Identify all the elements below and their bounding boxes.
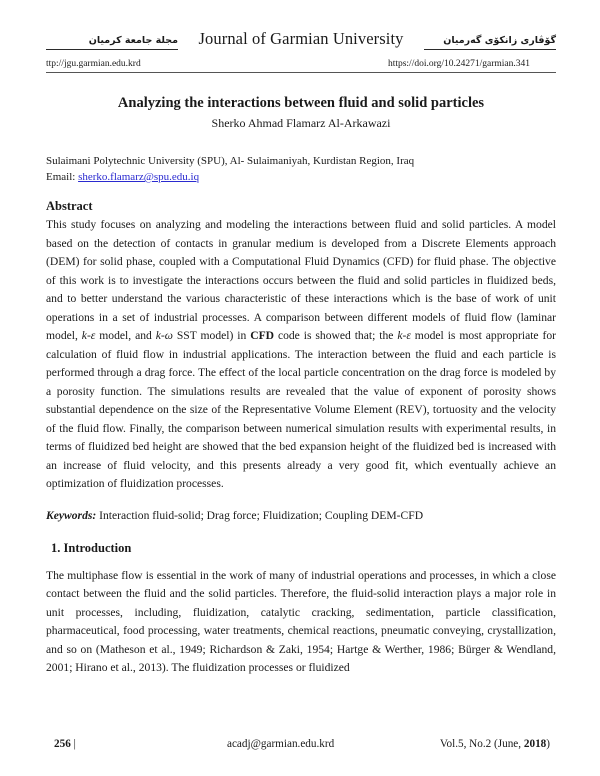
journal-website-link[interactable]: ttp://jgu.garmian.edu.krd (46, 59, 141, 69)
page-number-bar: | (73, 738, 76, 750)
doi-link[interactable]: https://doi.org/10.24271/garmian.341 (387, 59, 530, 69)
email-line (46, 169, 556, 185)
introduction-paragraph: The multiphase flow is essential in the work of many of industrial operations and processes, in which a close contact between the fluid and the solid particles. Therefore, the fluid-solid interaction plays a major role in unit processes, including, fluidization, catalytic cracking, sedimentation, particle classification, pharmaceutical, food processing, water treatments, chemical reactions, pneumatic conveying, crystallization, and so on (Matheson et al., 1949; Richardson & Zaki, 1954; Hartge & Werther, 1986; Bürger & Wendland, 2001; Hirano et al., 2013). The fluidization processes or fluidized (46, 568, 556, 674)
introduction-heading: 1. Introduction (51, 540, 132, 555)
abstract-text-part-2: model, and (95, 329, 156, 342)
author-email-link[interactable]: sherko.flamarz@spu.edu.iq (78, 171, 200, 183)
volume-suffix: ) (546, 738, 550, 750)
page-footer (46, 738, 556, 750)
page-number-value: 256 (54, 738, 71, 750)
k-omega-symbol: k-ω (155, 329, 173, 342)
affiliation-block (46, 153, 556, 185)
author-name: Sherko Ahmad Flamarz Al-Arkawazi (211, 116, 391, 130)
footer-volume-info (383, 738, 556, 750)
masthead-kurdish-title: گۆڤاری زانکۆی گەرمیان (424, 34, 556, 50)
affiliation-text: Sulaimani Polytechnic University (SPU), Al- Sulaimaniyah, Kurdistan Region, Iraq (46, 155, 415, 167)
page-title: Analyzing the interactions between fluid and solid particles (117, 95, 485, 111)
masthead-arabic-title: مجلة جامعة كرميان (46, 34, 178, 50)
keywords-value: Interaction fluid-solid; Drag force; Fluidization; Coupling DEM-CFD (96, 508, 424, 522)
footer-email[interactable]: acadj@garmian.edu.krd (226, 738, 335, 750)
volume-prefix: Vol.5, No.2 (June, (439, 738, 524, 750)
journal-links-row (46, 59, 556, 73)
journal-name: Journal of Garmian University (198, 29, 404, 48)
abstract-text-part-3: SST model) in (172, 329, 251, 342)
keywords-label: Keywords: (46, 508, 97, 522)
email-label: Email: (46, 171, 76, 183)
k-epsilon-symbol-2: k-ε (397, 329, 411, 342)
abstract-text-part-4: code is showed that; the (274, 329, 398, 342)
footer-page-number (46, 738, 179, 750)
cfd-bold-term: CFD (250, 329, 275, 342)
abstract-text-part-1: This study focuses on analyzing and modeling the interactions between fluid and solid particles. A model based on the detection of contacts in granular medium is developed from a Discrete Elements approach (DEM) for solid phase, coupled with a Computational Fluid Dynamics (CFD) for fluid phase. The objective of this work is to investigate the interactions occurs between the fluid and solid particles in fluidized beds, and to better understand the various characteristic of these interactions which is the base of work of unit operations in a set of industrial processes. A comparison between different models of fluid flow (laminar model, (46, 218, 556, 342)
journal-masthead (46, 24, 556, 50)
abstract-text-part-5: model is most appropriate for calculation of fluid flow in industrial applications. The interaction between the fluid and each particle is performed through a drag force. The effect of the local particle concentration on the drag force is modeled by a porosity function. The simulations results are revealed that the value of exponent of porosity shows substantial dependence on the size of the Representative Volume Element (REV), tortuosity and the velocity of the fluid flow. Finally, the comparison between numerical simulation results with experimental results, in terms of fluidized bed height are showed that the bed expansion height of the fluidized bed is increased with an increase of fluid velocity, and this presents already a very good fit, which eventually achieve an optimization of fluidization processes. (46, 329, 557, 490)
volume-year: 2018 (523, 738, 547, 750)
abstract-heading: Abstract (46, 199, 93, 213)
k-epsilon-symbol-1: k-ε (81, 329, 96, 342)
keywords-line (46, 507, 556, 525)
abstract-paragraph (46, 216, 556, 494)
